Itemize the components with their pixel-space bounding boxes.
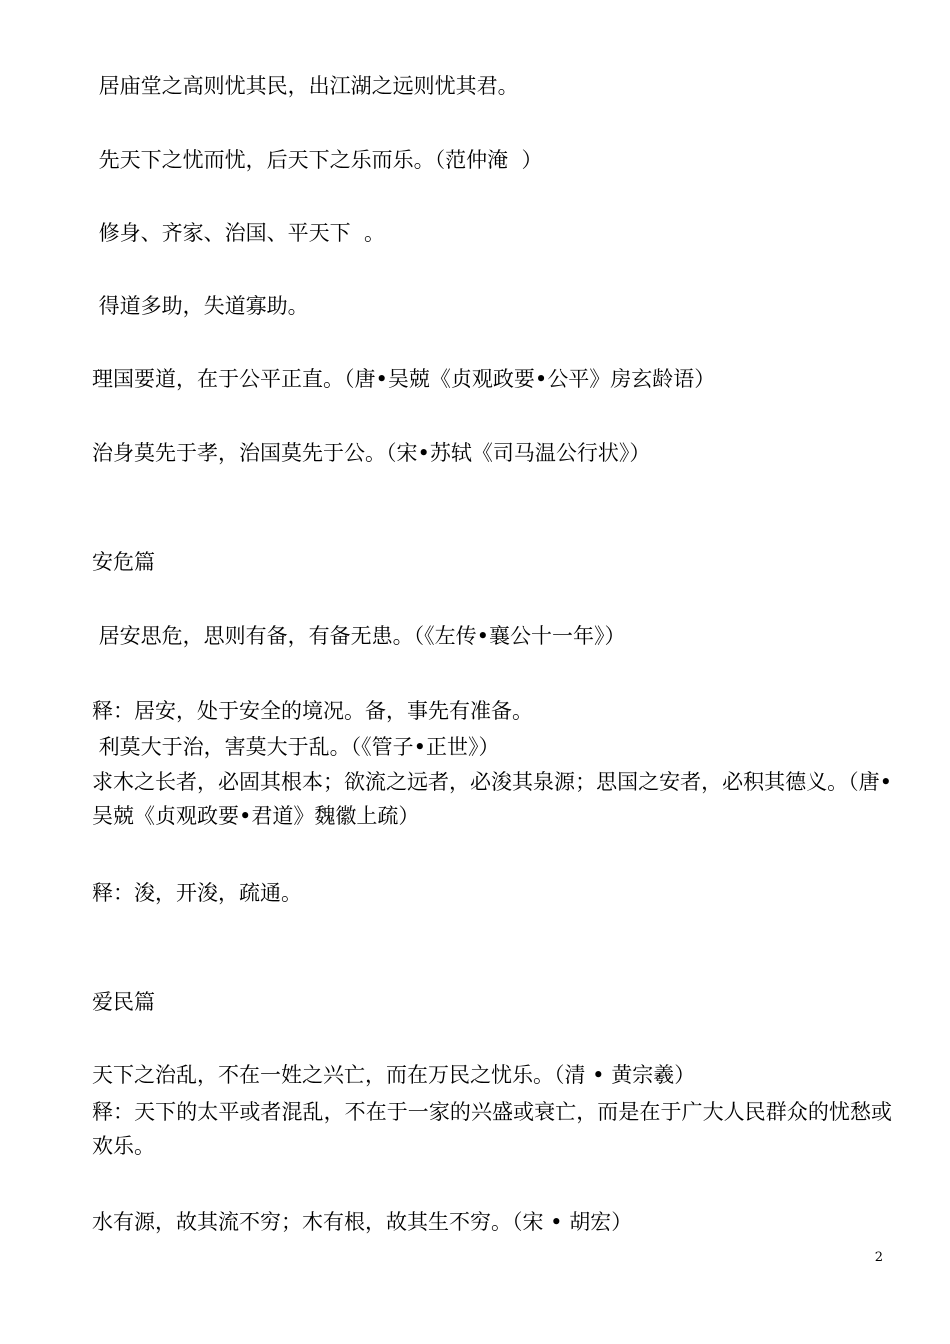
quote-line: 居庙堂之高则忧其民，出江湖之远则忧其君。 — [92, 74, 519, 98]
quote-line: 得道多助，失道寡助。 — [92, 294, 309, 318]
quote-line: 水有源，故其流不穷；木有根，故其生不穷。（宋 • 胡宏） — [92, 1210, 633, 1234]
explanation-line: 释：浚，开浚，疏通。 — [92, 881, 302, 905]
explanation-paragraph: 释：天下的太平或者混乱，不在于一家的兴盛或衰亡，而是在于广大人民群众的忧愁或欢乐。 — [92, 1100, 892, 1158]
quote-line: 利莫大于治，害莫大于乱。（《管子•正世》） — [92, 735, 500, 759]
quote-paragraph: 求木之长者，必固其根本；欲流之远者，必浚其泉源；思国之安者，必积其德义。（唐•吴兢《贞观政要•君道》魏徽上疏） — [92, 770, 892, 828]
quote-line: 居安思危，思则有备，有备无患。（《左传•襄公十一年》） — [92, 624, 626, 648]
quote-line: 理国要道，在于公平正直。（唐•吴兢《贞观政要•公平》房玄龄语） — [92, 367, 716, 391]
quote-line: 先天下之忧而忧，后天下之乐而乐。（范仲淹 ） — [92, 148, 543, 172]
page-number: 2 — [874, 1250, 883, 1265]
section-heading: 安危篇 — [92, 550, 155, 574]
explanation-line: 释：居安，处于安全的境况。备，事先有准备。 — [92, 699, 533, 723]
section-heading: 爱民篇 — [92, 990, 155, 1014]
quote-line: 天下之治乱，不在一姓之兴亡，而在万民之忧乐。（清 • 黄宗羲） — [92, 1063, 696, 1087]
quote-line: 治身莫先于孝，治国莫先于公。（宋•苏轼《司马温公行状》） — [92, 441, 651, 465]
quote-line: 修身、齐家、治国、平天下 。 — [92, 221, 386, 245]
